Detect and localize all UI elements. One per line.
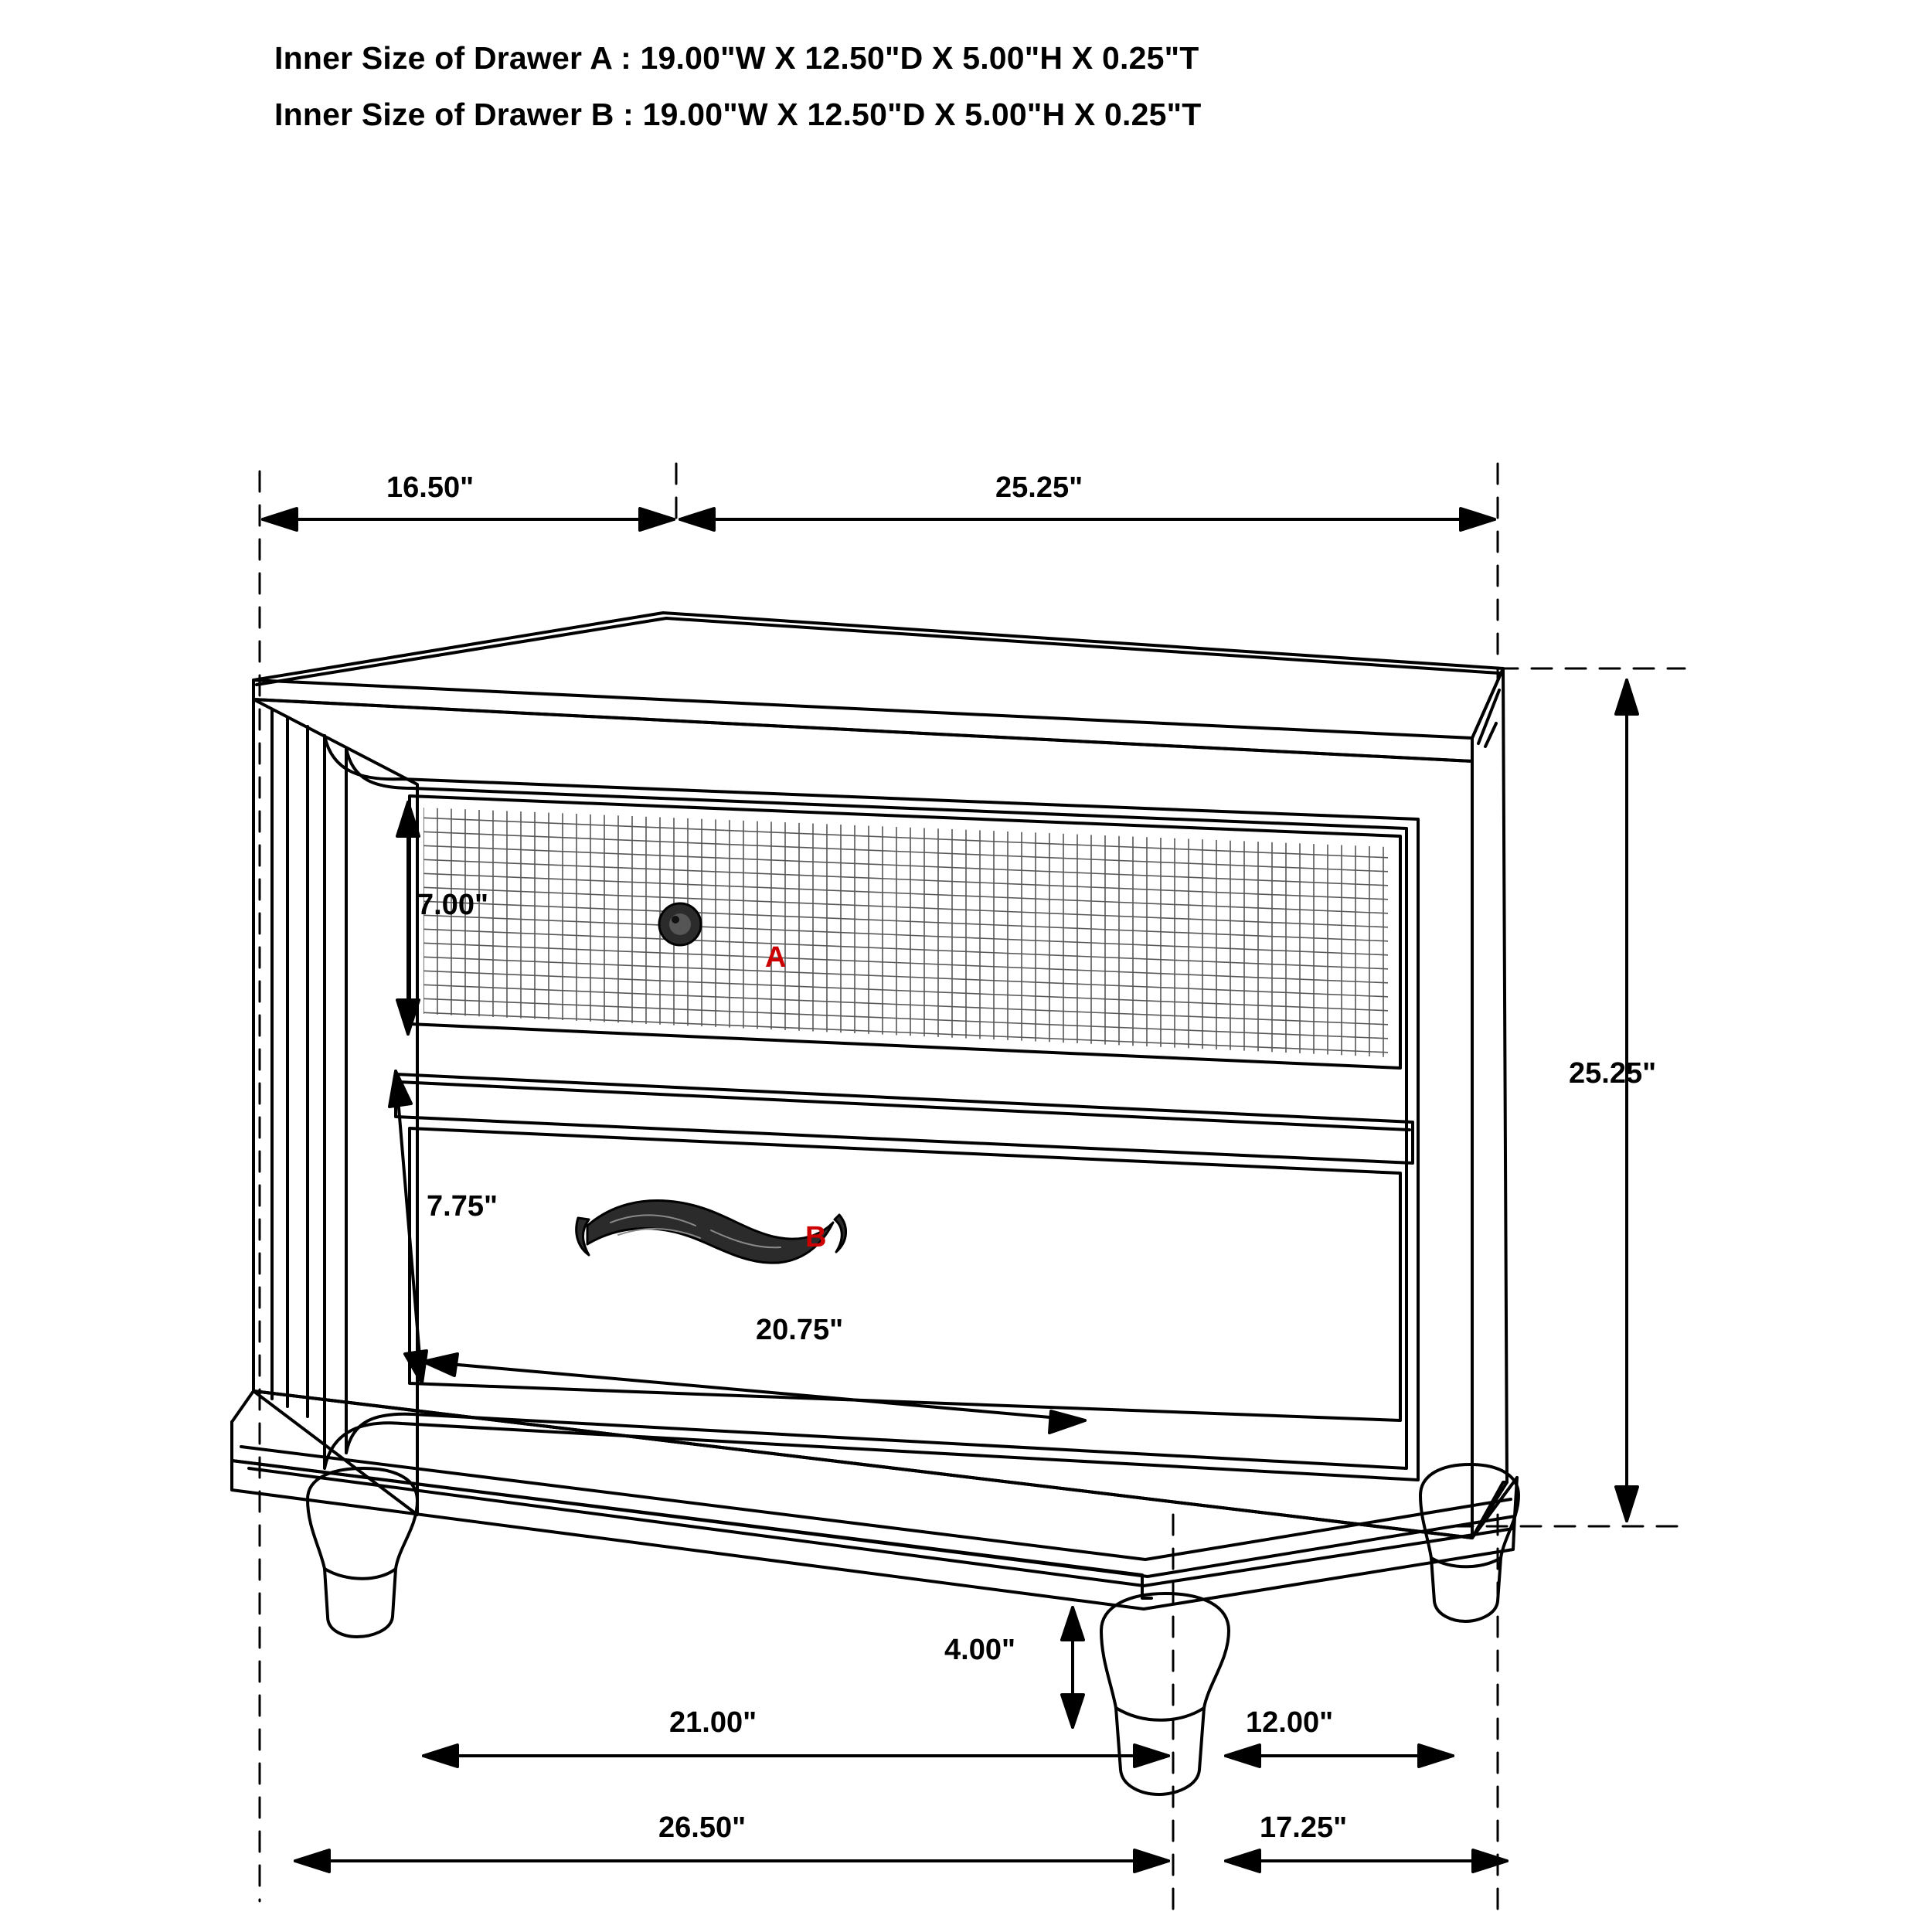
dim-base-side-depth: 12.00" [1246,1706,1334,1739]
dim-overall-height: 25.25" [1569,1057,1657,1090]
drawer-a-label: A [765,941,787,974]
dim-top-width: 25.25" [995,471,1083,504]
dim-top-depth: 16.50" [386,471,474,504]
dim-overall-front-width: 26.50" [658,1811,747,1844]
dim-overall-side-depth: 17.25" [1260,1811,1348,1844]
dim-drawer-width: 20.75" [756,1314,844,1346]
drawer-a-inner-size-text: Inner Size of Drawer A : 19.00"W X 12.50"D X 5.00"H X 0.25"T [274,40,1199,76]
dim-drawer-a-height: 7.00" [417,889,488,921]
drawer-b-inner-size-text: Inner Size of Drawer B : 19.00"W X 12.50"D X 5.00"H X 0.25"T [274,97,1202,132]
dim-drawer-b-height: 7.75" [427,1190,498,1223]
dim-leg-height: 4.00" [944,1634,1015,1666]
drawer-b-label: B [805,1221,827,1253]
dim-base-front-width: 21.00" [669,1706,757,1739]
